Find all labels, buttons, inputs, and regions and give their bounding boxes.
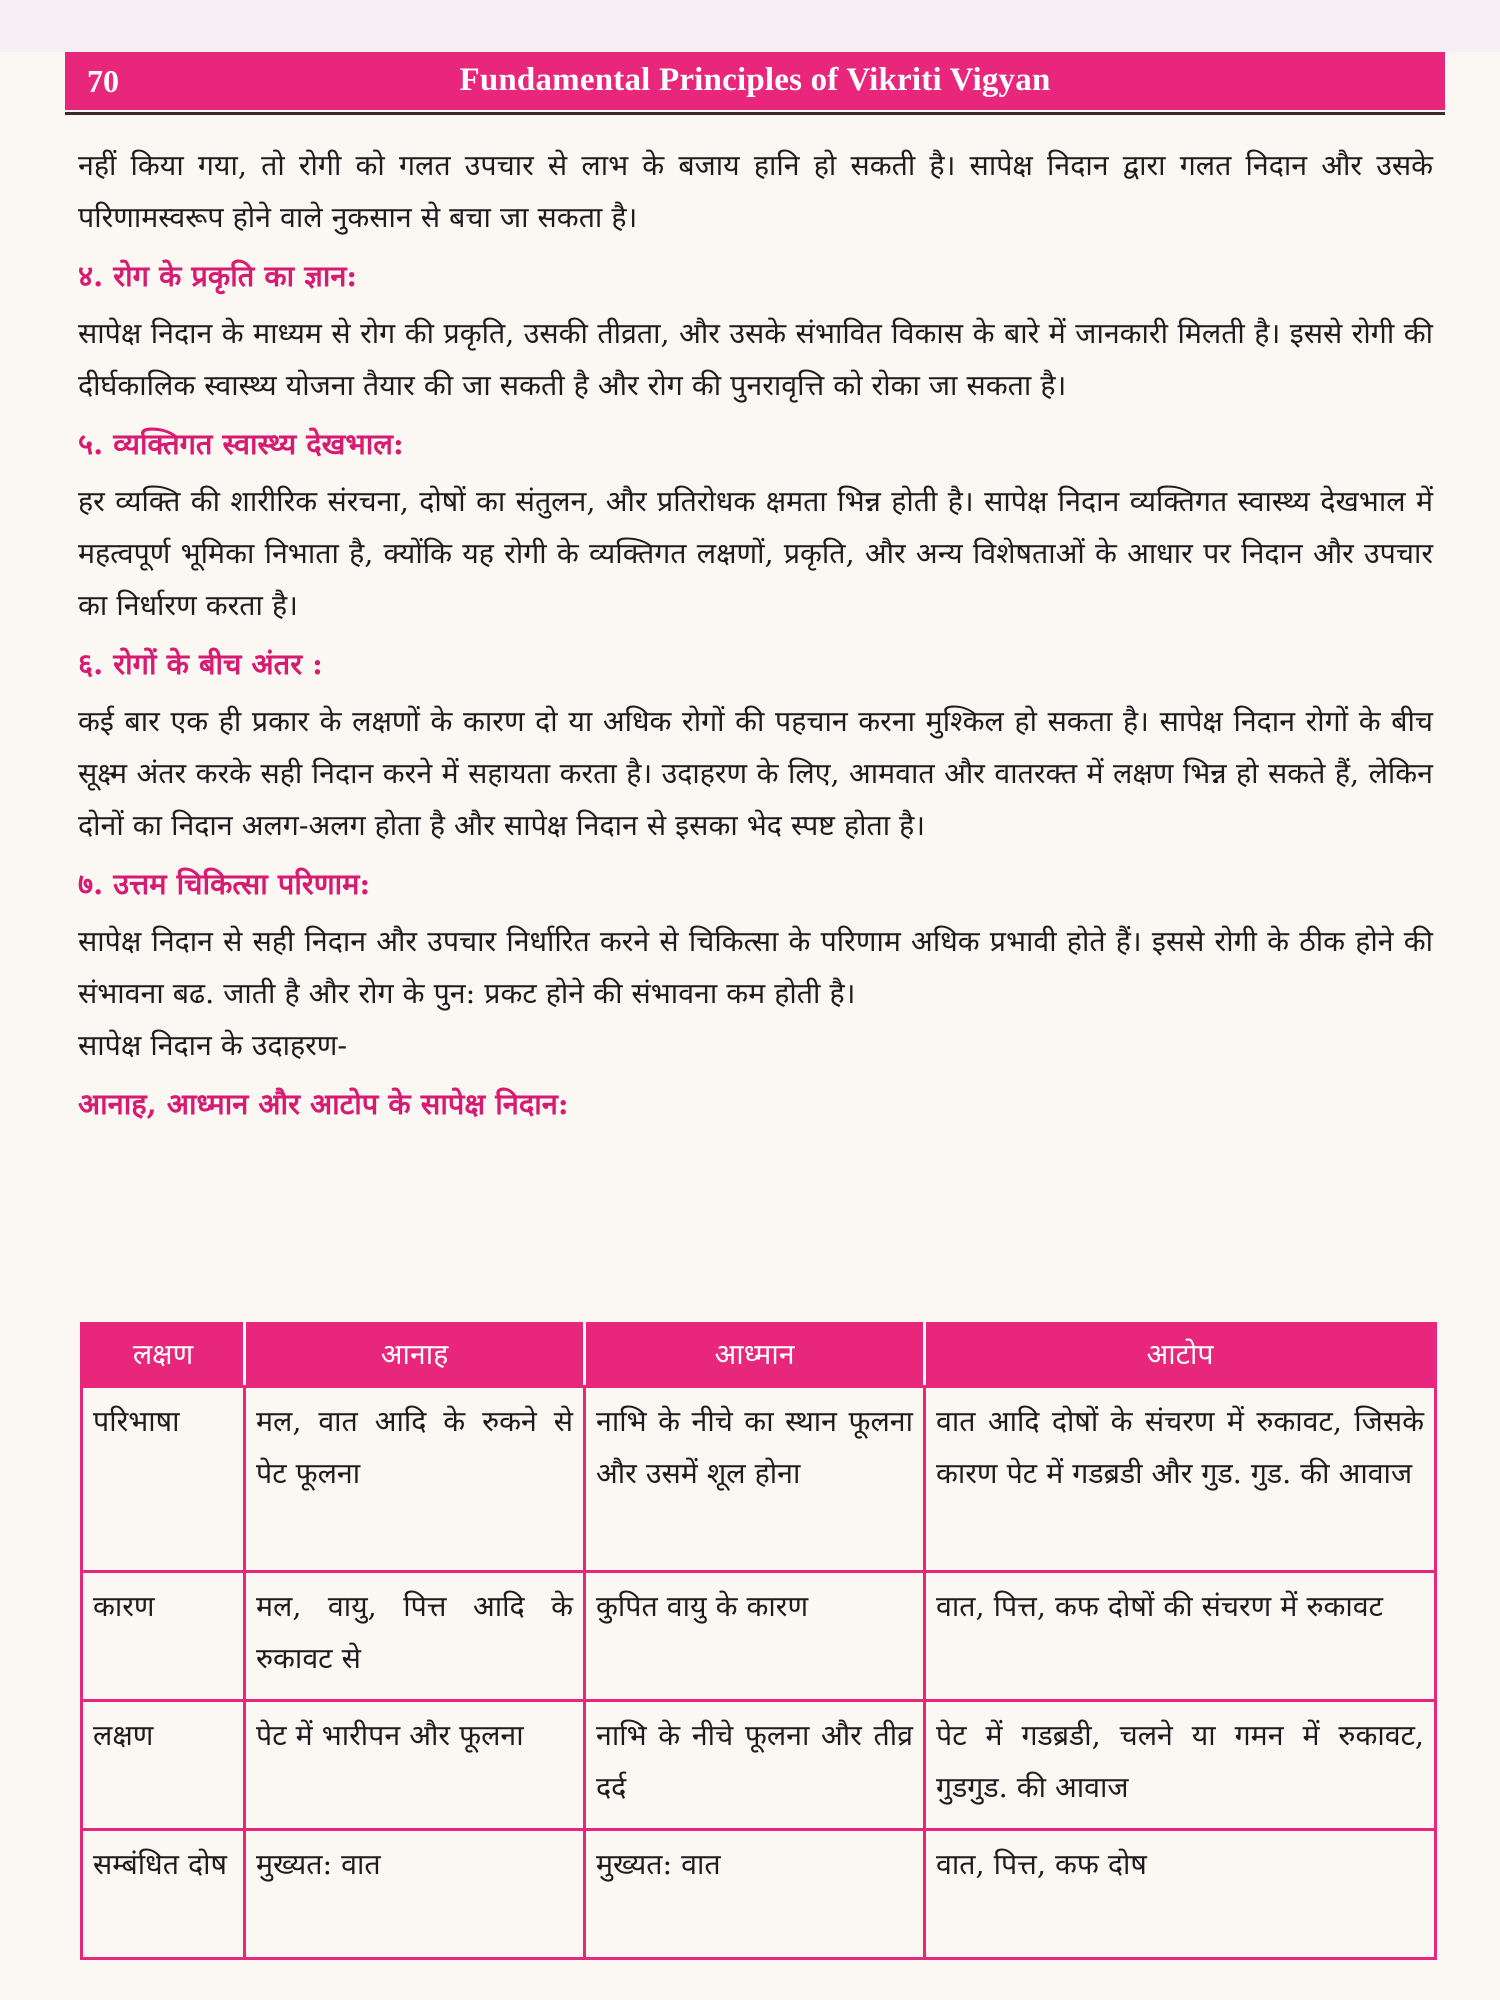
table-row — [82, 1830, 1436, 1959]
table-row — [82, 1701, 1436, 1830]
section-text-5: हर व्यक्ति की शारीरिक संरचना, दोषों का संतुलन, और प्रतिरोधक क्षमता भिन्न होती है। सापेक्ष निदान व्यक्तिगत स्वास्थ्य देखभाल में महत्वपूर्ण भूमिका निभाता है, क्योंकि यह रोगी के व्यक्तिगत लक्षणों, प्रकृति, और अन्य विशेषताओं के आधार पर निदान और उपचार का निर्धारण करता है। — [78, 485, 1433, 622]
table-cell: वात, पित्त, कफ दोष — [925, 1830, 1436, 1959]
table-header-row — [82, 1324, 1436, 1387]
section-text-7: सापेक्ष निदान से सही निदान और उपचार निर्धारित करने से चिकित्सा के परिणाम अधिक प्रभावी होते हैं। इससे रोगी के ठीक होने की संभावना बढ. जाती है और रोग के पुन: प्रकट होने की संभावना कम होती है। — [78, 925, 1433, 1010]
table-cell: नाभि के नीचे फूलना और तीव्र दर्द — [585, 1701, 925, 1830]
table-cell: कारण — [82, 1572, 245, 1701]
table-heading: आनाह, आध्मान और आटोप के सापेक्ष निदान: — [78, 1087, 569, 1121]
page-number: 70 — [87, 63, 119, 99]
section-text-4: सापेक्ष निदान के माध्यम से रोग की प्रकृति, उसकी तीव्रता, और उसके संभावित विकास के बारे में जानकारी मिलती है। इससे रोगी की दीर्घकालिक स्वास्थ्य योजना तैयार की जा सकती है और रोग की पुनरावृत्ति को रोका जा सकता है। — [78, 317, 1433, 402]
table-cell: वात, पित्त, कफ दोषों की संचरण में रुकावट — [925, 1572, 1436, 1701]
running-header — [65, 52, 1445, 110]
differential-diagnosis-table — [80, 1322, 1437, 1960]
examples-line: सापेक्ष निदान के उदाहरण- — [78, 1029, 348, 1062]
table-cell: पेट में गडब्रडी, चलने या गमन में रुकावट, गुडगुड. की आवाज — [925, 1701, 1436, 1830]
table-cell: वात आदि दोषों के संचरण में रुकावट, जिसके कारण पेट में गडब्रडी और गुड. गुड. की आवाज — [925, 1387, 1436, 1572]
header-cell-symptom: लक्षण — [82, 1324, 245, 1387]
table-cell: नाभि के नीचे का स्थान फूलना और उसमें शूल होना — [585, 1387, 925, 1572]
running-title: Fundamental Principles of Vikriti Vigyan — [459, 62, 1051, 98]
section-heading-6: ६. रोगों के बीच अंतर : — [78, 647, 323, 681]
header-cell-adhmaan: आध्मान — [585, 1324, 925, 1387]
table-cell: कुपित वायु के कारण — [585, 1572, 925, 1701]
table-cell: मुख्यत: वात — [245, 1830, 585, 1959]
table-cell: मुख्यत: वात — [585, 1830, 925, 1959]
header-cell-anaah: आनाह — [245, 1324, 585, 1387]
table-cell: सम्बंधित दोष — [82, 1830, 245, 1959]
table-cell: मल, वायु, पित्त आदि के रुकावट से — [245, 1572, 585, 1701]
header-rule — [65, 112, 1445, 115]
table-cell: पेट में भारीपन और फूलना — [245, 1701, 585, 1830]
header-cell-aatop: आटोप — [925, 1324, 1436, 1387]
table-cell: मल, वात आदि के रुकने से पेट फूलना — [245, 1387, 585, 1572]
table-cell: लक्षण — [82, 1701, 245, 1830]
table-row — [82, 1387, 1436, 1572]
intro-paragraph: नहीं किया गया, तो रोगी को गलत उपचार से लाभ के बजाय हानि हो सकती है। सापेक्ष निदान द्वारा गलत निदान और उसके परिणामस्वरूप होने वाले नुकसान से बचा जा सकता है। — [78, 149, 1433, 234]
table-cell: परिभाषा — [82, 1387, 245, 1572]
section-heading-4: ४. रोग के प्रकृति का ज्ञान: — [78, 259, 358, 293]
top-margin — [0, 0, 1500, 52]
section-heading-7: ७. उत्तम चिकित्सा परिणाम: — [78, 867, 371, 901]
section-heading-5: ५. व्यक्तिगत स्वास्थ्य देखभाल: — [78, 427, 404, 461]
page-content — [78, 140, 1433, 1130]
table-row — [82, 1572, 1436, 1701]
section-text-6: कई बार एक ही प्रकार के लक्षणों के कारण दो या अधिक रोगों की पहचान करना मुश्किल हो सकता है। सापेक्ष निदान रोगों के बीच सूक्ष्म अंतर करके सही निदान करने में सहायता करता है। उदाहरण के लिए, आमवात और वातरक्त में लक्षण भिन्न हो सकते हैं, लेकिन दोनों का निदान अलग-अलग होता है और सापेक्ष निदान से इसका भेद स्पष्ट होता है। — [78, 705, 1433, 842]
